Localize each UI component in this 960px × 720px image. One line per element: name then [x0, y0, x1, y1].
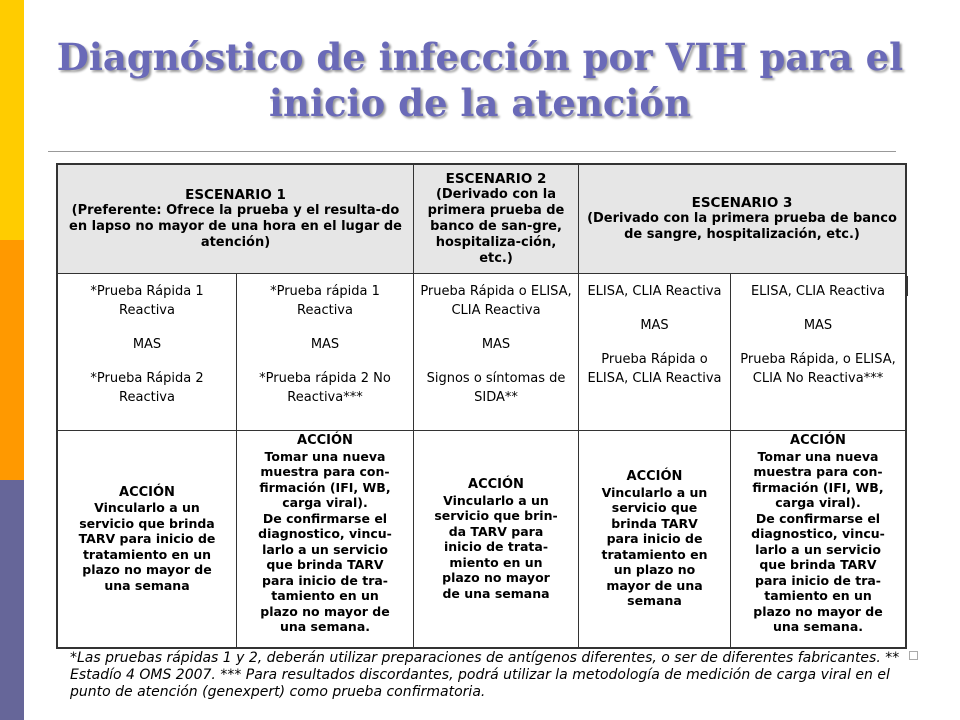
header-escenario-2 [414, 165, 579, 274]
header-title: ESCENARIO 3 [691, 195, 793, 211]
title-divider [48, 151, 896, 152]
test-cell-2 [237, 274, 414, 431]
resize-handle [909, 651, 918, 660]
test-first: *Prueba Rápida 1 Reactiva [90, 284, 204, 318]
test-second: Prueba Rápida o ELISA, CLIA Reactiva [587, 352, 722, 386]
test-second: Signos o síntomas de SIDA** [426, 371, 566, 405]
header-escenario-1 [58, 165, 414, 274]
action-cell-4 [579, 431, 731, 647]
header-title: ESCENARIO 1 [185, 187, 286, 203]
action-cell-3 [414, 431, 579, 647]
action-title: ACCIÓN [790, 433, 846, 448]
test-joiner: MAS [310, 337, 340, 352]
header-subtitle: (Preferente: Ofrece la prueba y el resulta-do en lapso no mayor de una hora en el lugar de atención) [69, 203, 402, 250]
action-title: ACCIÓN [626, 469, 683, 485]
test-cell-1 [58, 274, 237, 431]
test-first: *Prueba rápida 1 Reactiva [270, 284, 380, 318]
diagnosis-table [56, 163, 907, 649]
test-cell-5 [731, 274, 905, 431]
action-title: ACCIÓN [297, 433, 353, 448]
test-second: *Prueba Rápida 2 Reactiva [90, 371, 204, 405]
action-title: ACCIÓN [468, 477, 524, 492]
header-subtitle: (Derivado con la primera prueba de banco de sangre, hospitalización, etc.) [587, 211, 897, 242]
accent-stripe-yellow [0, 0, 24, 240]
test-joiner: MAS [803, 318, 833, 333]
header-subtitle: (Derivado con la primera prueba de banco de san-gre, hospitaliza-ción, etc.) [427, 187, 565, 266]
action-cell-1 [58, 431, 237, 647]
action-body: Vincularlo a un servicio que brin- da TARV para inicio de trata- miento en un plazo no mayor de una semana [434, 492, 558, 601]
test-first: ELISA, CLIA Reactiva [750, 284, 886, 299]
header-title: ESCENARIO 2 [445, 171, 547, 187]
test-second: Prueba Rápida, o ELISA, CLIA No Reactiva*** [740, 352, 896, 386]
table-edge-mark [906, 276, 908, 296]
accent-stripe-orange [0, 240, 24, 480]
test-second: *Prueba rápida 2 No Reactiva*** [259, 371, 391, 405]
test-first: Prueba Rápida o ELISA, CLIA Reactiva [420, 284, 572, 318]
header-escenario-3 [579, 165, 905, 274]
test-cell-4 [579, 274, 731, 431]
test-first: ELISA, CLIA Reactiva [587, 284, 722, 299]
test-cell-3 [414, 274, 579, 431]
action-body: Vincularlo a un servicio que brinda TARV para inicio de tratamiento en un plazo no mayor de una semana [78, 500, 216, 593]
action-body: Tomar una nueva muestra para con- firmación (IFI, WB, carga viral). De confirmarse el diagnostico, vincu- larlo a un servicio que brinda TARV para inicio de tra- tamiento en un plazo no mayor de una semana. [751, 448, 885, 634]
accent-stripe-purple [0, 480, 24, 720]
action-body: Tomar una nueva muestra para con- firmación (IFI, WB, carga viral). De confirmarse el diagnostico, vincu- larlo a un servicio que brinda TARV para inicio de tra- tamiento en un plazo no mayor de una semana. [258, 448, 392, 634]
test-joiner: MAS [481, 337, 511, 352]
slide-title: Diagnóstico de infección por VIH para el inicio de la atención [56, 35, 904, 125]
footnote: *Las pruebas rápidas 1 y 2, deberán utilizar preparaciones de antígenos diferentes, o ser de diferentes fabricantes. ** Estadío 4 OMS 2007. *** Para resultados discordantes, podrá utilizar la metodología de medición de carga viral en el punto de atención (genexpert) como prueba confirmatoria. [70, 650, 900, 700]
test-joiner: MAS [132, 337, 162, 352]
action-cell-2 [237, 431, 414, 647]
action-body: Vincularlo a un servicio que brinda TARV para inicio de tratamiento en un plazo no mayor de una semana [601, 484, 708, 609]
test-joiner: MAS [640, 318, 669, 333]
action-title: ACCIÓN [119, 484, 175, 500]
action-cell-5 [731, 431, 905, 647]
